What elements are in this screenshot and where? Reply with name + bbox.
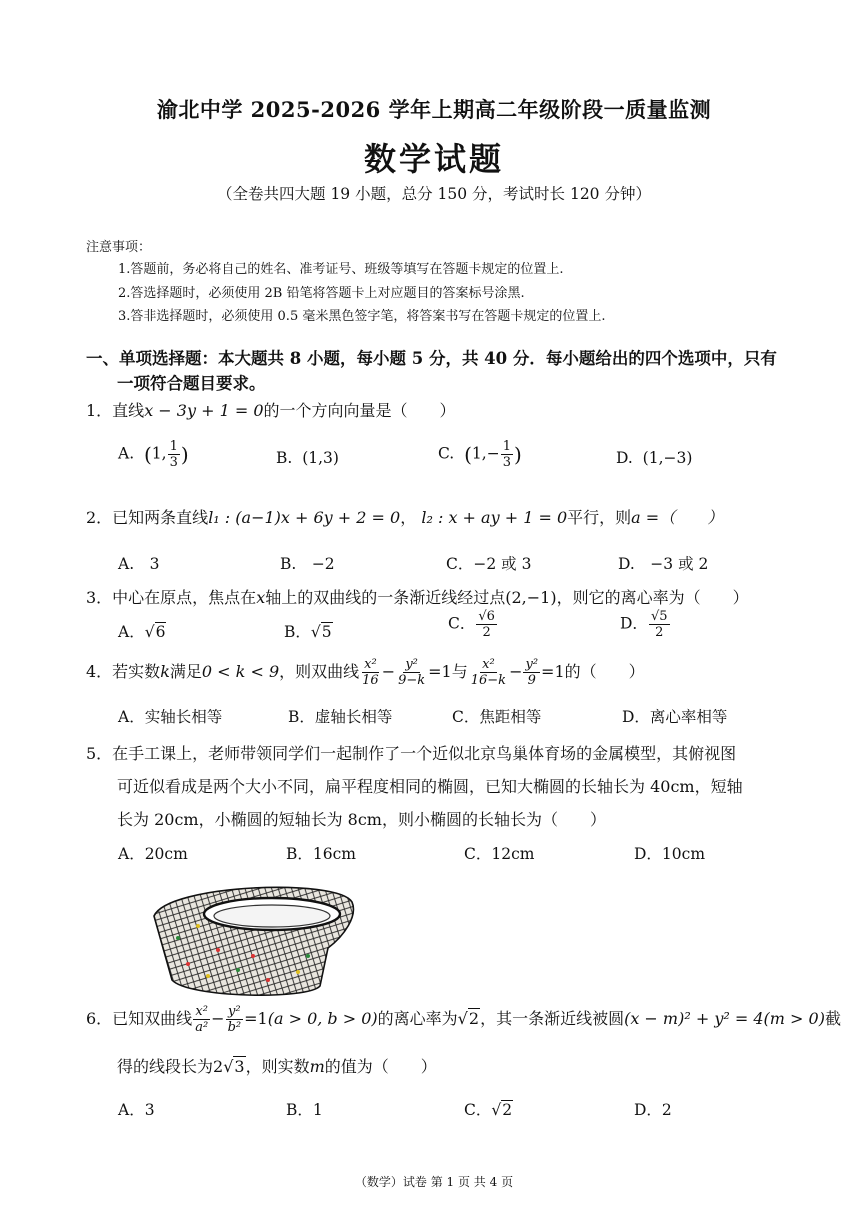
- q2-option-b: B. −2: [280, 555, 335, 573]
- section-heading: 一、单项选择题：本大题共 8 小题，每小题 5 分，共 40 分．每小题给出的四个选项中，只有: [86, 349, 777, 368]
- q4-option-b: B．虚轴长相等: [288, 708, 393, 726]
- subject-title: 数学试题: [363, 140, 504, 178]
- question-5-line-1: 5．在手工课上，老师带领同学们一起制作了一个近似北京鸟巢体育场的金属模型，其俯视图: [86, 744, 737, 763]
- question-6-line-1: 6．已知双曲线 $\frac{\text{x²}}{\text{a²}}$ − $\frac{\text{y²}}{\text{b²}}$ =1(a > 0, b > 0)的离心率为√2，其一条渐近线被圆(x − m)² + y² = 4(m > 0)截: [86, 1004, 841, 1035]
- q3-option-d: D． $\frac{√5}{2}$: [620, 609, 668, 640]
- question-4: 4．若实数k满足0 < k < 9，则双曲线 $\frac{\text{x²}}{16}$ − $\frac{\text{y²}}{9-k}$ =1与 $\frac{\text{x²}}{16-k}$ − $\frac{\text{y²}}{9}$ =1的（ ）: [86, 657, 645, 688]
- q1-option-b: B. (1,3): [276, 449, 339, 467]
- notice-item-1: 1.答题前，务必将自己的姓名、准考证号、班级等填写在答题卡规定的位置上.: [118, 262, 564, 277]
- notice-heading: 注意事项：: [86, 240, 152, 255]
- page-footer: （数学）试卷 第 1 页 共 4 页: [354, 1175, 514, 1189]
- q3-option-a: A．√6: [118, 623, 166, 641]
- question-5-line-3: 长为 20cm，小椭圆的短轴长为 8cm，则小椭圆的长轴长为（ ）: [117, 810, 606, 829]
- q1-option-d: D. (1,−3): [616, 449, 693, 467]
- q2-option-d: D. −3 或 2: [618, 555, 709, 573]
- q4-option-a: A．实轴长相等: [118, 708, 223, 726]
- q5-option-d: D．10cm: [634, 845, 706, 863]
- q6-option-b: B．1: [286, 1101, 323, 1119]
- q6-option-d: D．2: [634, 1101, 672, 1119]
- question-3: 3．中心在原点，焦点在x轴上的双曲线的一条渐近线经过点(2,−1)，则它的离心率为（ ）: [86, 588, 749, 607]
- bird-nest-model-image: [148, 876, 356, 1002]
- q6-option-c: C．√2: [464, 1101, 513, 1119]
- paper-title: 渝北中学 2025-2026 学年上期高二年级阶段一质量监测: [156, 97, 712, 122]
- question-5-line-2: 可近似看成是两个大小不同，扁平程度相同的椭圆，已知大椭圆的长轴长为 40cm，短轴: [117, 777, 743, 796]
- q5-option-a: A．20cm: [118, 845, 188, 863]
- q5-option-c: C．12cm: [464, 845, 535, 863]
- section-heading-cont: 一项符合题目要求。: [117, 374, 266, 393]
- q4-option-c: C．焦距相等: [452, 708, 542, 726]
- q3-option-c: C． $\frac{√6}{2}$: [448, 609, 495, 640]
- exam-info: （全卷共四大题 19 小题，总分 150 分，考试时长 120 分钟）: [217, 185, 651, 203]
- q5-option-b: B．16cm: [286, 845, 356, 863]
- notice-item-3: 3.答非选择题时，必须使用 0.5 毫米黑色签字笔，将答案书写在答题卡规定的位置上.: [118, 309, 606, 324]
- q1-option-a: A. (1, $\frac{1}{3}$ ): [118, 439, 189, 470]
- q3-option-b: B．√5: [284, 623, 332, 641]
- q2-option-a: A. 3: [118, 555, 160, 573]
- q2-option-c: C．−2 或 3: [446, 555, 532, 573]
- question-1: 1．直线x − 3y + 1 = 0的一个方向向量是（ ）: [86, 401, 456, 420]
- q6-option-a: A．3: [118, 1101, 155, 1119]
- notice-item-2: 2.答选择题时，必须使用 2B 铅笔将答题卡上对应题目的答案标号涂黑.: [118, 286, 525, 301]
- question-2: 2．已知两条直线l₁ : (a−1)x + 6y + 2 = 0， l₂ : x + ay + 1 = 0平行，则a =（ ）: [86, 508, 724, 527]
- question-6-line-2: 得的线段长为2√3，则实数m的值为（ ）: [117, 1057, 437, 1076]
- q4-option-d: D．离心率相等: [622, 708, 728, 726]
- q1-option-c: C. (1,− $\frac{1}{3}$ ): [438, 439, 522, 470]
